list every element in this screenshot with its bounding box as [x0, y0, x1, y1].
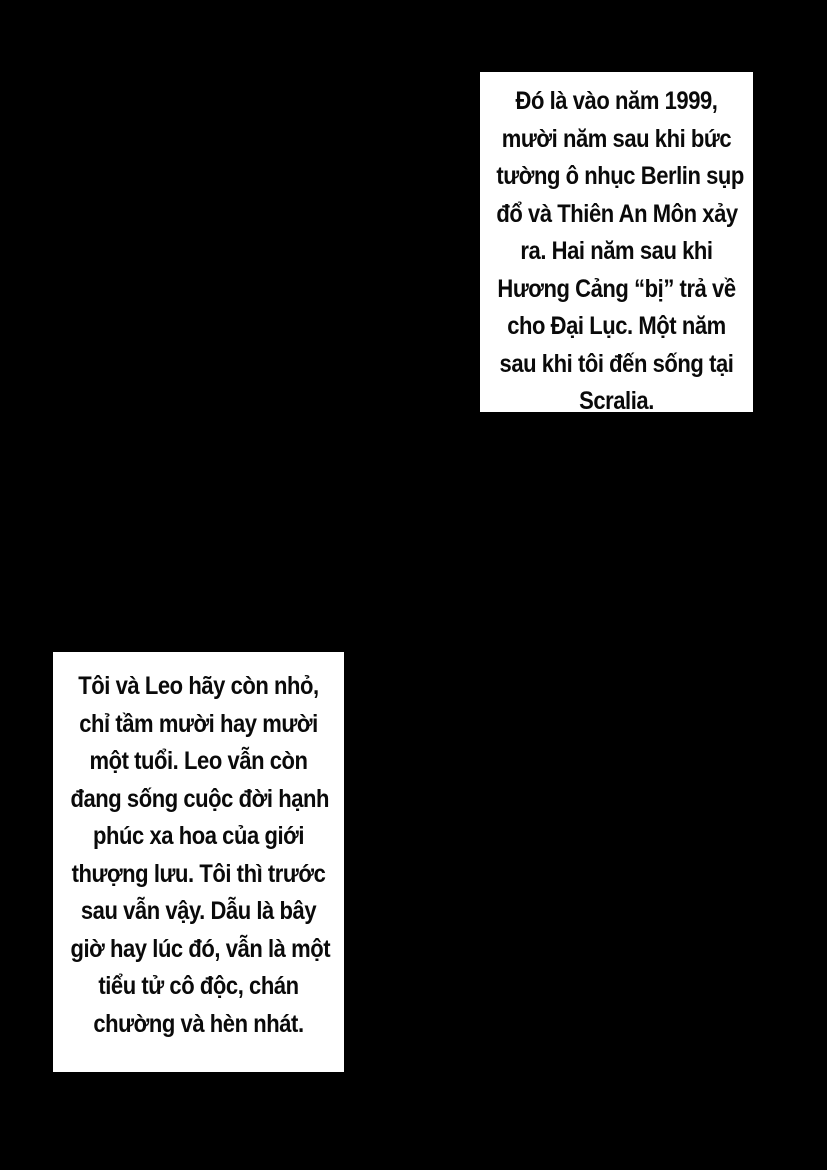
caption-line: tiểu tử cô độc, chán [98, 972, 299, 1000]
caption-line: Hương Cảng “bị” trả về [497, 274, 736, 303]
caption-line: đổ và Thiên An Môn xảy [496, 199, 738, 228]
caption-line: sau vẫn vậy. Dẫu là bây [80, 897, 317, 925]
caption-line: chỉ tầm mười hay mười [79, 709, 318, 738]
caption-line: Tôi và Leo hãy còn nhỏ, [78, 672, 319, 700]
caption-line: chường và hèn nhát. [93, 1009, 304, 1038]
caption-line: phúc xa hoa của giới [92, 822, 305, 850]
caption-line: tường ô nhục Berlin sụp [496, 162, 744, 190]
caption-line: đang sống cuộc đời hạnh [70, 784, 329, 813]
caption-line: một tuổi. Leo vẫn còn [89, 747, 308, 775]
caption-line: cho Đại Lục. Một năm [507, 312, 726, 340]
caption-line: Đó là vào năm 1999, [515, 87, 718, 115]
caption-line: mười năm sau khi bức [501, 124, 732, 153]
caption-line: giờ hay lúc đó, vẫn là một [70, 934, 331, 963]
caption-line: Scralia. [579, 387, 654, 415]
narration-box-bottom-left [53, 652, 344, 1072]
caption-line: sau khi tôi đến sống tại [499, 349, 734, 378]
caption-line: ra. Hai năm sau khi [520, 237, 713, 265]
narration-box-top-right [480, 72, 753, 415]
caption-line: thượng lưu. Tôi thì trước [71, 859, 326, 888]
